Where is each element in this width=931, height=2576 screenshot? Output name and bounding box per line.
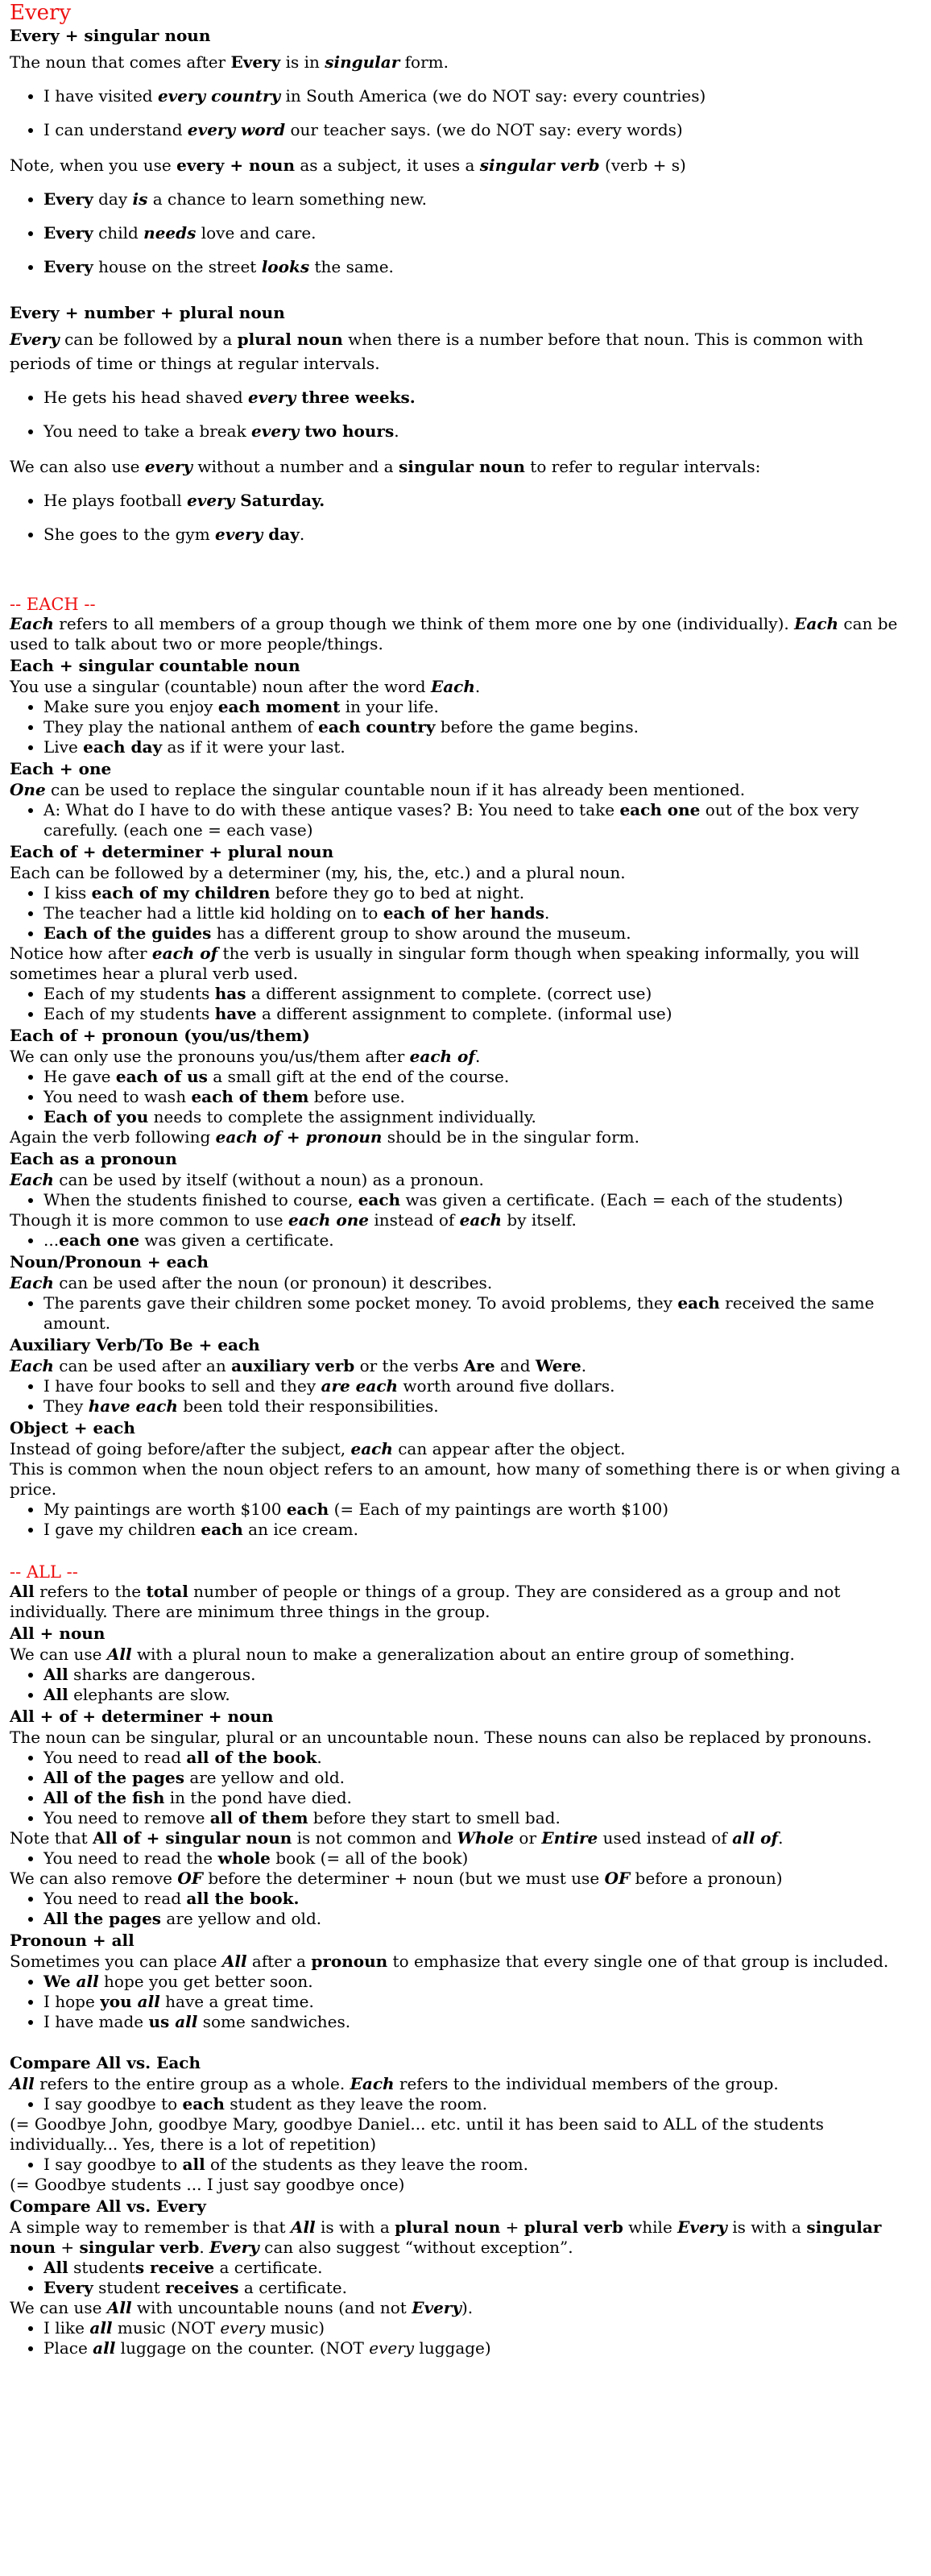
list-item: • Every day is a chance to learn something new.	[43, 187, 928, 211]
example-list	[10, 984, 928, 1024]
heading-every-singular: Every + singular noun	[10, 26, 211, 45]
list-item: • All the pages are yellow and old.	[43, 1909, 928, 1929]
paragraph: We can also use every without a number and a singular noun to refer to regular intervals:	[10, 457, 761, 476]
heading: Each as a pronoun	[10, 1149, 177, 1168]
paragraph: Though it is more common to use each one instead of each by itself.	[10, 1210, 577, 1230]
paragraph: The noun that comes after Every is in singular form.	[10, 52, 449, 72]
list-item: • I kiss each of my children before they go to bed at night.	[43, 883, 928, 903]
paragraph: Instead of going before/after the subject, each can appear after the object.	[10, 1439, 626, 1458]
list-item: • Make sure you enjoy each moment in your life.	[43, 697, 928, 717]
paragraph: We can use All with a plural noun to make a generalization about an entire group of something.	[10, 1645, 795, 1664]
list-item: • You need to remove all of them before they start to smell bad.	[43, 1808, 928, 1828]
heading: Each of + pronoun (you/us/them)	[10, 1026, 310, 1045]
paragraph: This is common when the noun object refers to an amount, how many of something there is or when giving a price.	[10, 1459, 900, 1499]
paragraph: Each can be used after an auxiliary verb or the verbs Are and Were.	[10, 1356, 587, 1375]
list-item: • Each of my students has a different assignment to complete. (correct use)	[43, 984, 928, 1004]
list-item: • My paintings are worth $100 each (= Each of my paintings are worth $100)	[43, 1500, 928, 1520]
paragraph: Each can be used by itself (without a noun) as a pronoun.	[10, 1170, 484, 1189]
example-list	[10, 697, 928, 757]
heading: Object + each	[10, 1418, 135, 1437]
example-list	[10, 1190, 928, 1210]
example-list	[10, 2155, 928, 2175]
example-list	[10, 1889, 928, 1929]
paragraph: All refers to the entire group as a whole. Each refers to the individual members of the group.	[10, 2074, 779, 2093]
example-list	[10, 800, 928, 840]
paragraph: We can use All with uncountable nouns (and not Every).	[10, 2298, 474, 2317]
heading: Compare All vs. Each	[10, 2053, 201, 2072]
paragraph: Note, when you use every + noun as a subject, it uses a singular verb (verb + s)	[10, 156, 686, 175]
example-list	[10, 1230, 928, 1251]
list-item: • All elephants are slow.	[43, 1685, 928, 1705]
paragraph: You use a singular (countable) noun after the word Each.	[10, 677, 481, 696]
paragraph: One can be used to replace the singular countable noun if it has already been mentioned.	[10, 780, 746, 799]
list-item: • They have each been told their responsibilities.	[43, 1396, 928, 1417]
example-list	[10, 883, 928, 944]
example-list	[10, 2318, 928, 2358]
list-item: • He plays football every Saturday.	[43, 488, 928, 512]
example-list	[10, 1500, 928, 1540]
heading: Compare All vs. Every	[10, 2196, 206, 2216]
list-item: • I hope you all have a great time.	[43, 1992, 928, 2012]
list-item: • All of the pages are yellow and old.	[43, 1768, 928, 1788]
every-section	[10, 24, 928, 546]
list-item: • Each of my students have a different assignment to complete. (informal use)	[43, 1004, 928, 1024]
list-item: • I have four books to sell and they are each worth around five dollars.	[43, 1376, 928, 1396]
example-list	[10, 2258, 928, 2298]
paragraph: (= Goodbye students ... I just say goodbye once)	[10, 2175, 405, 2194]
each-section	[10, 595, 928, 1540]
list-item: • The teacher had a little kid holding on to each of her hands.	[43, 903, 928, 923]
paragraph: Again the verb following each of + pronoun should be in the singular form.	[10, 1127, 639, 1147]
list-item: • I have made us all some sandwiches.	[43, 2012, 928, 2032]
example-list	[10, 1293, 928, 1334]
example-list	[10, 1748, 928, 1828]
section-title-every: Every	[10, 1, 72, 25]
paragraph: (= Goodbye John, goodbye Mary, goodbye Daniel... etc. until it has been said to ALL of the students individually... Yes, there is a lot of repetition)	[10, 2114, 824, 2154]
example-list	[10, 1376, 928, 1417]
example-list	[10, 1067, 928, 1127]
compare-section	[10, 2051, 928, 2358]
section-title-all: -- ALL --	[10, 1562, 78, 1582]
heading: Each + one	[10, 759, 112, 778]
example-list	[10, 385, 928, 443]
list-item: • You need to take a break every two hours.	[43, 419, 928, 443]
paragraph: Each refers to all members of a group though we think of them more one by one (individually). Each can be used to talk about two or more people/things.	[10, 614, 898, 653]
list-item: • When the students finished to course, each was given a certificate. (Each = each of the students)	[43, 1190, 928, 1210]
list-item: • The parents gave their children some pocket money. To avoid problems, they each received the same amount.	[43, 1293, 928, 1334]
list-item: • I gave my children each an ice cream.	[43, 1520, 928, 1540]
heading: All + noun	[10, 1624, 106, 1643]
list-item: • He gave each of us a small gift at the end of the course.	[43, 1067, 928, 1087]
list-item: • Every student receives a certificate.	[43, 2278, 928, 2298]
list-item: • I can understand every word our teacher says. (we do NOT say: every words)	[43, 118, 928, 142]
list-item: • Each of you needs to complete the assignment individually.	[43, 1107, 928, 1127]
paragraph: Note that All of + singular noun is not common and Whole or Entire used instead of all of.	[10, 1828, 784, 1848]
list-item: • All students receive a certificate.	[43, 2258, 928, 2278]
list-item: • Each of the guides has a different group to show around the museum.	[43, 923, 928, 944]
list-item: • Every house on the street looks the same.	[43, 255, 928, 279]
paragraph: Sometimes you can place All after a pronoun to emphasize that every single one of that group is included.	[10, 1952, 889, 1971]
example-list	[10, 84, 928, 142]
paragraph: All refers to the total number of people or things of a group. They are considered as a group and not individually. There are minimum three things in the group.	[10, 1582, 841, 1621]
paragraph: Notice how after each of the verb is usually in singular form though when speaking informally, you will sometimes hear a plural verb used.	[10, 944, 859, 983]
list-item: • We all hope you get better soon.	[43, 1972, 928, 1992]
paragraph: Each can be followed by a determiner (my, his, the, etc.) and a plural noun.	[10, 863, 626, 882]
list-item: • She goes to the gym every day.	[43, 522, 928, 546]
heading: Auxiliary Verb/To Be + each	[10, 1335, 260, 1354]
list-item: • All sharks are dangerous.	[43, 1665, 928, 1685]
paragraph: A simple way to remember is that All is with a plural noun + plural verb while Every is with a singular noun + singular verb. Every can also suggest “without exception”.	[10, 2217, 882, 2257]
paragraph: We can only use the pronouns you/us/them after each of.	[10, 1047, 481, 1066]
paragraph: Each can be used after the noun (or pronoun) it describes.	[10, 1273, 493, 1292]
example-list	[10, 187, 928, 279]
example-list	[10, 1972, 928, 2032]
example-list	[10, 1848, 928, 1869]
list-item: • You need to read all the book.	[43, 1889, 928, 1909]
heading: Each of + determiner + plural noun	[10, 842, 334, 861]
list-item: • I say goodbye to all of the students as they leave the room.	[43, 2155, 928, 2175]
heading: Noun/Pronoun + each	[10, 1252, 209, 1271]
heading: All + of + determiner + noun	[10, 1707, 274, 1726]
example-list	[10, 488, 928, 546]
list-item: • You need to read all of the book.	[43, 1748, 928, 1768]
list-item: • ...each one was given a certificate.	[43, 1230, 928, 1251]
paragraph: We can also remove OF before the determiner + noun (but we must use OF before a pronoun)	[10, 1869, 783, 1888]
list-item: • They play the national anthem of each country before the game begins.	[43, 717, 928, 737]
section-title-each: -- EACH --	[10, 595, 96, 614]
list-item: • I like all music (NOT every music)	[43, 2318, 928, 2338]
list-item: • You need to read the whole book (= all of the book)	[43, 1848, 928, 1869]
heading: Pronoun + all	[10, 1931, 134, 1950]
list-item: • A: What do I have to do with these antique vases? B: You need to take each one out of the box very carefully. (each one = each vase)	[43, 800, 928, 840]
example-list	[10, 2094, 928, 2114]
list-item: • I have visited every country in South America (we do NOT say: every countries)	[43, 84, 928, 108]
list-item: • He gets his head shaved every three weeks.	[43, 385, 928, 409]
list-item: • You need to wash each of them before use.	[43, 1087, 928, 1107]
list-item: • Place all luggage on the counter. (NOT every luggage)	[43, 2338, 928, 2358]
list-item: • I say goodbye to each student as they leave the room.	[43, 2094, 928, 2114]
paragraph: The noun can be singular, plural or an uncountable noun. These nouns can also be replaced by pronouns.	[10, 1728, 872, 1747]
example-list	[10, 1665, 928, 1705]
list-item: • All of the fish in the pond have died.	[43, 1788, 928, 1808]
all-section	[10, 1562, 928, 2032]
list-item: • Every child needs love and care.	[43, 221, 928, 245]
heading: Each + singular countable noun	[10, 656, 300, 675]
heading-every-number: Every + number + plural noun	[10, 303, 285, 322]
paragraph: Every can be followed by a plural noun when there is a number before that noun. This is common with periods of time or things at regular intervals.	[10, 330, 863, 373]
list-item: • Live each day as if it were your last.	[43, 737, 928, 757]
